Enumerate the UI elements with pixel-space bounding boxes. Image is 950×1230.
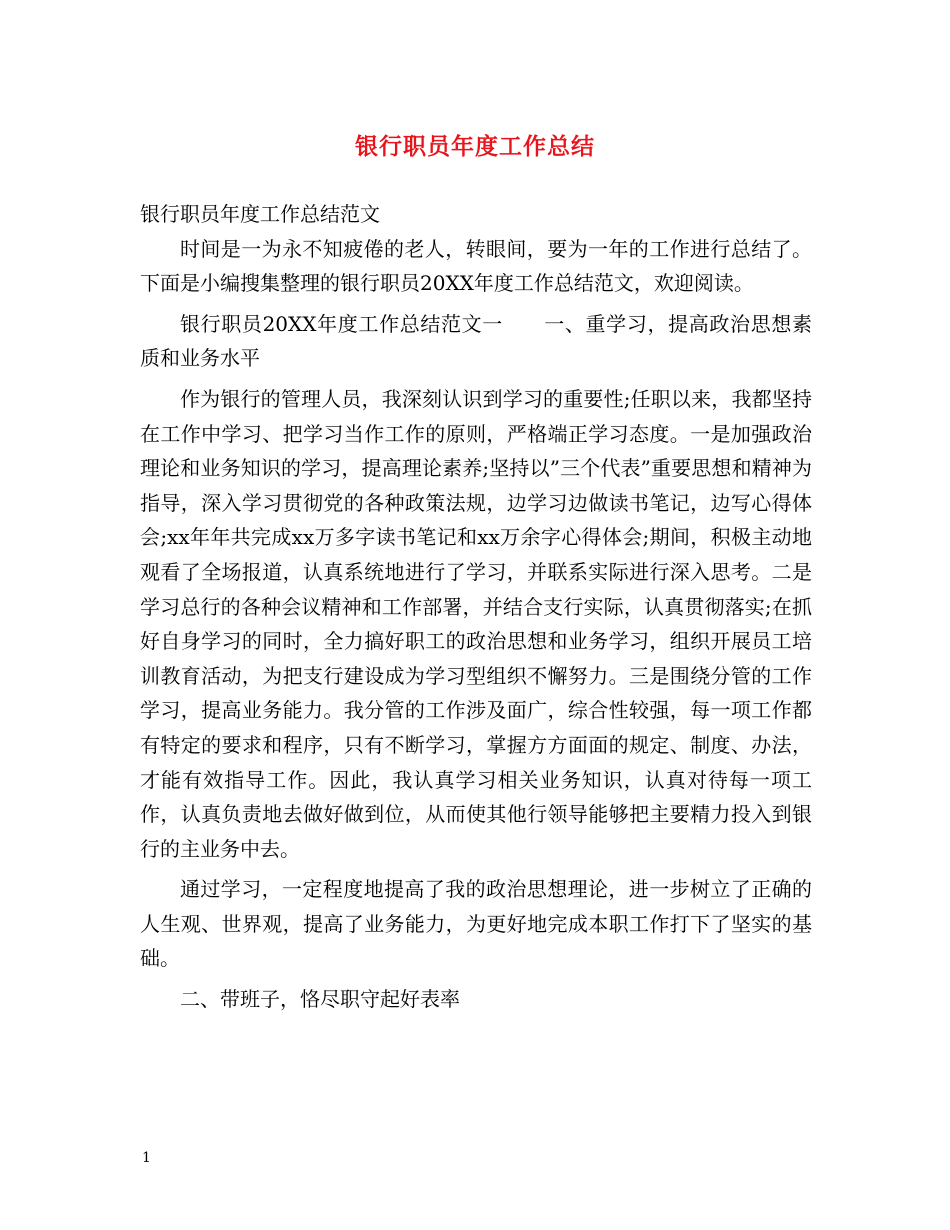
page-number: 1 (142, 1150, 151, 1166)
document-body (140, 197, 812, 1017)
subtitle-paragraph: 银行职员年度工作总结范文 (140, 202, 380, 226)
body-paragraph-summary: 通过学习，一定程度地提高了我的政治思想理论，进一步树立了正确的人生观、世界观，提高了业务能力，为更好地完成本职工作打下了坚实的基础。 (140, 877, 812, 971)
document-title: 银行职员年度工作总结 (355, 133, 595, 160)
section-heading-paragraph: 银行职员20XX年度工作总结范文一 一、重学习，提高政治思想素质和业务水平 (140, 311, 812, 371)
section-two-heading: 二、带班子，恪尽职守起好表率 (180, 987, 460, 1012)
body-paragraph-study: 作为银行的管理人员，我深刻认识到学习的重要性;任职以来，我都坚持在工作中学习、把学习当作工作的原则，严格端正学习态度。一是加强政治理论和业务知识的学习，提高理论素养;坚持以”三个代表”重要思想和精神为指导，深入学习贯彻党的各种政策法规，边学习边做读书笔记，边写心得体会;xx年年共完成xx万多字读书笔记和xx万余字心得体会;期间，积极主动地观看了全场报道，认真系统地进行了学习，并联系实际进行深入思考。二是学习总行的各种会议精神和工作部署，并结合支行实际，认真贯彻落实;在抓好自身学习的同时，全力搞好职工的政治思想和业务学习，组织开展员工培训教育活动，为把支行建设成为学习型组织不懈努力。三是围绕分管的工作学习，提高业务能力。我分管的工作涉及面广，综合性较强，每一项工作都有特定的要求和程序，只有不断学习，掌握方方面面的规定、制度、办法，才能有效指导工作。因此，我认真学习相关业务知识，认真对待每一项工作，认真负责地去做好做到位，从而使其他行领导能够把主要精力投入到银行的主业务中去。 (140, 386, 812, 861)
intro-paragraph: 时间是一为永不知疲倦的老人，转眼间，要为一年的工作进行总结了。下面是小编搜集整理的银行职员20XX年度工作总结范文，欢迎阅读。 (140, 236, 812, 296)
